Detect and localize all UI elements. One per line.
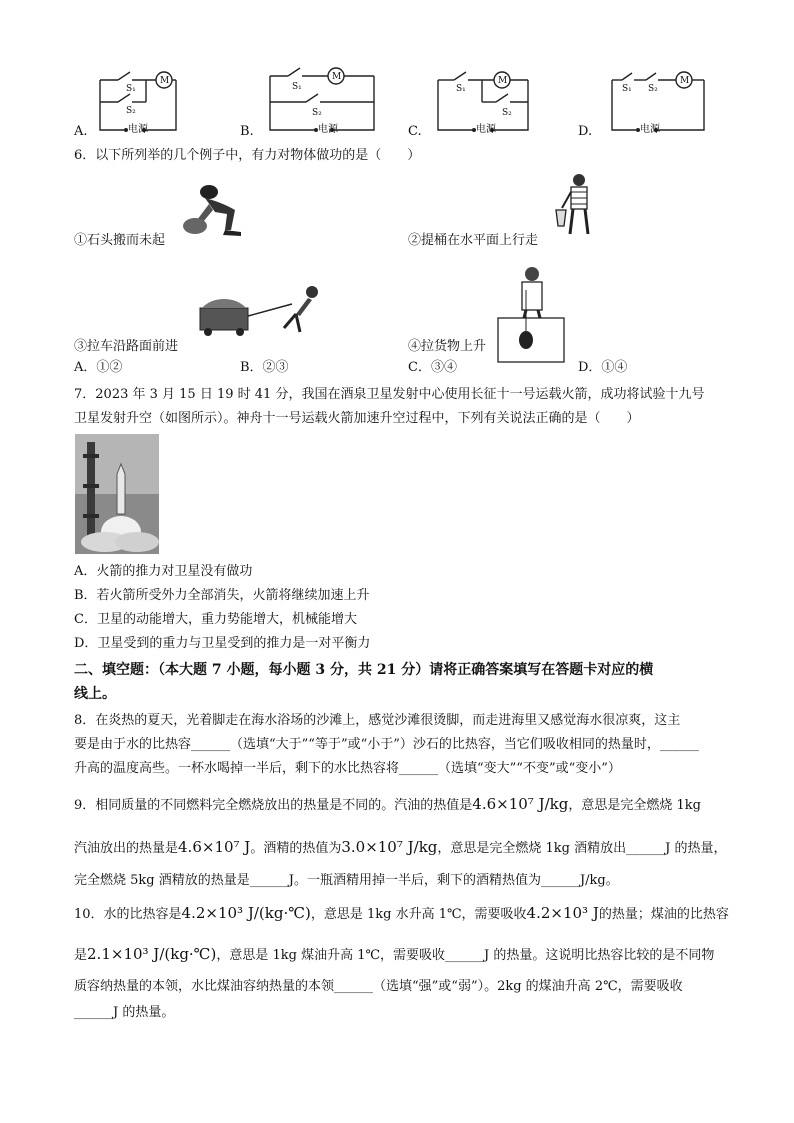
q6-stem: 6．以下所列举的几个例子中，有力对物体做功的是（ ） [74, 148, 421, 163]
section-2-heading-line1: 二、填空题：（本大题 7 小题，每小题 3 分，共 21 分）请将正确答案填写在答题卡对应的横 [74, 662, 654, 678]
q10-text-2a: 是 [74, 948, 88, 963]
q6-option-a: A．①② [74, 360, 123, 375]
option-c-letter: C. [408, 124, 422, 139]
circuit-b-s2-label: S₂ [312, 108, 322, 118]
illustration-carrying-bucket [552, 172, 602, 242]
option-a-letter: A. [74, 124, 88, 139]
q9-text-2a: 汽油放出的热量是 [74, 841, 179, 856]
circuit-a-s1-label: S₁ [126, 84, 136, 94]
q10-text-1b: ，意思是 1kg 水升高 1℃，需要吸收 [310, 907, 527, 922]
q9-text-2c: ，意思是完全燃烧 1kg 酒精放出______J 的热量， [437, 841, 727, 856]
q7-option-a: A．火箭的推力对卫星没有做功 [74, 564, 253, 579]
option-b-letter: B. [240, 124, 254, 139]
q8-line1: 8．在炎热的夏天，光着脚走在海水浴场的沙滩上，感觉沙滩很烫脚，而走进海里又感觉海水很凉爽，这主 [74, 713, 681, 728]
q9-text-1a: 9．相同质量的不同燃料完全燃烧放出的热量是不同的。汽油的热值是 [74, 798, 473, 813]
q9-text-2b: 。酒精的热值为 [250, 841, 342, 856]
illustration-pulling-cart [196, 284, 326, 344]
q6-option-b: B．②③ [240, 360, 289, 375]
q8-line3: 升高的温度高些。一杯水喝掉一半后，剩下的水比热容将______（选填“变大”“不变”或“变小”） [74, 761, 621, 776]
q10-water-specific-heat: 4.2×10³ J/(kg·℃) [181, 904, 311, 922]
illustration-lifting-stone [175, 182, 245, 242]
circuit-b-source-label: 电源 [318, 124, 338, 135]
circuit-diagram-a [96, 66, 206, 141]
q7-option-b: B．若火箭所受外力全部消失，火箭将继续加速上升 [74, 588, 370, 603]
q8-line2: 要是由于水的比热容______（选填“大于”“等于”或“小于”）沙石的比热容，当它们吸收相同的热量时，______ [74, 737, 699, 752]
section-2-heading-line2: 线上。 [74, 686, 116, 702]
circuit-a-s2-label: S₂ [126, 106, 136, 116]
rocket-launch-photo [75, 434, 159, 554]
q9-gasoline-heat: 4.6×10⁷ J [178, 838, 251, 856]
q10-line1 [74, 904, 729, 924]
q10-water-heat: 4.2×10³ J [526, 904, 599, 922]
circuit-b-motor-label: M [332, 72, 342, 82]
circuit-c-s1-label: S₁ [456, 84, 466, 94]
q9-line1 [74, 795, 701, 815]
q10-text-2b: ，意思是 1kg 煤油升高 1℃，需要吸收______J 的热量。这说明比热容比较的是不同物 [216, 948, 715, 963]
q6-option-d: D．①④ [578, 360, 628, 375]
q10-kerosene-specific-heat: 2.1×10³ J/(kg·℃) [87, 945, 217, 963]
q10-line2 [74, 945, 714, 965]
q6-caption-3: ③拉车沿路面前进 [74, 339, 179, 354]
circuit-a-source-label: 电源 [128, 124, 148, 135]
circuit-d-source-label: 电源 [640, 124, 660, 135]
q10-line4: ______J 的热量。 [74, 1005, 175, 1020]
q6-caption-4: ④拉货物上升 [408, 339, 487, 354]
q7-option-d: D．卫星受到的重力与卫星受到的推力是一对平衡力 [74, 636, 371, 651]
circuit-d-s2-label: S₂ [648, 84, 658, 94]
q10-line3: 质容纳热量的本领，水比煤油容纳热量的本领______（选填“强”或“弱”）。2kg 的煤油升高 2℃，需要吸收 [74, 979, 683, 994]
circuit-diagram-d [608, 66, 718, 141]
q6-caption-2: ②提桶在水平面上行走 [408, 233, 539, 248]
q10-text-1a: 10．水的比热容是 [74, 907, 182, 922]
q7-option-c: C．卫星的动能增大，重力势能增大，机械能增大 [74, 612, 357, 627]
q9-alcohol-heat-value: 3.0×10⁷ J/kg [341, 838, 438, 856]
q9-gasoline-heat-value: 4.6×10⁷ J/kg [472, 795, 569, 813]
circuit-c-motor-label: M [498, 76, 508, 86]
circuit-b-s1-label: S₁ [292, 82, 302, 92]
illustration-lifting-goods [496, 264, 566, 364]
q10-text-1c: 的热量；煤油的比热容 [598, 907, 729, 922]
q9-line3: 完全燃烧 5kg 酒精放的热量是______J。一瓶酒精用掉一半后，剩下的酒精热值为______J/kg。 [74, 873, 619, 888]
circuit-d-s1-label: S₁ [622, 84, 632, 94]
q6-caption-1: ①石头搬而未起 [74, 233, 166, 248]
q6-option-c: C．③④ [408, 360, 457, 375]
q9-text-1b: ，意思是完全燃烧 1kg [568, 798, 701, 813]
circuit-a-motor-label: M [160, 76, 170, 86]
q7-stem-line2: 卫星发射升空（如图所示）。神舟十一号运载火箭加速升空过程中，下列有关说法正确的是（ ） [74, 411, 640, 426]
q9-line2 [74, 838, 727, 858]
circuit-c-s2-label: S₂ [502, 108, 512, 118]
circuit-c-source-label: 电源 [476, 124, 496, 135]
q7-stem-line1: 7．2023 年 3 月 15 日 19 时 41 分，我国在酒泉卫星发射中心使用长征十一号运载火箭，成功将试验十九号 [74, 387, 705, 402]
circuit-d-motor-label: M [680, 76, 690, 86]
option-d-letter: D. [578, 124, 593, 139]
